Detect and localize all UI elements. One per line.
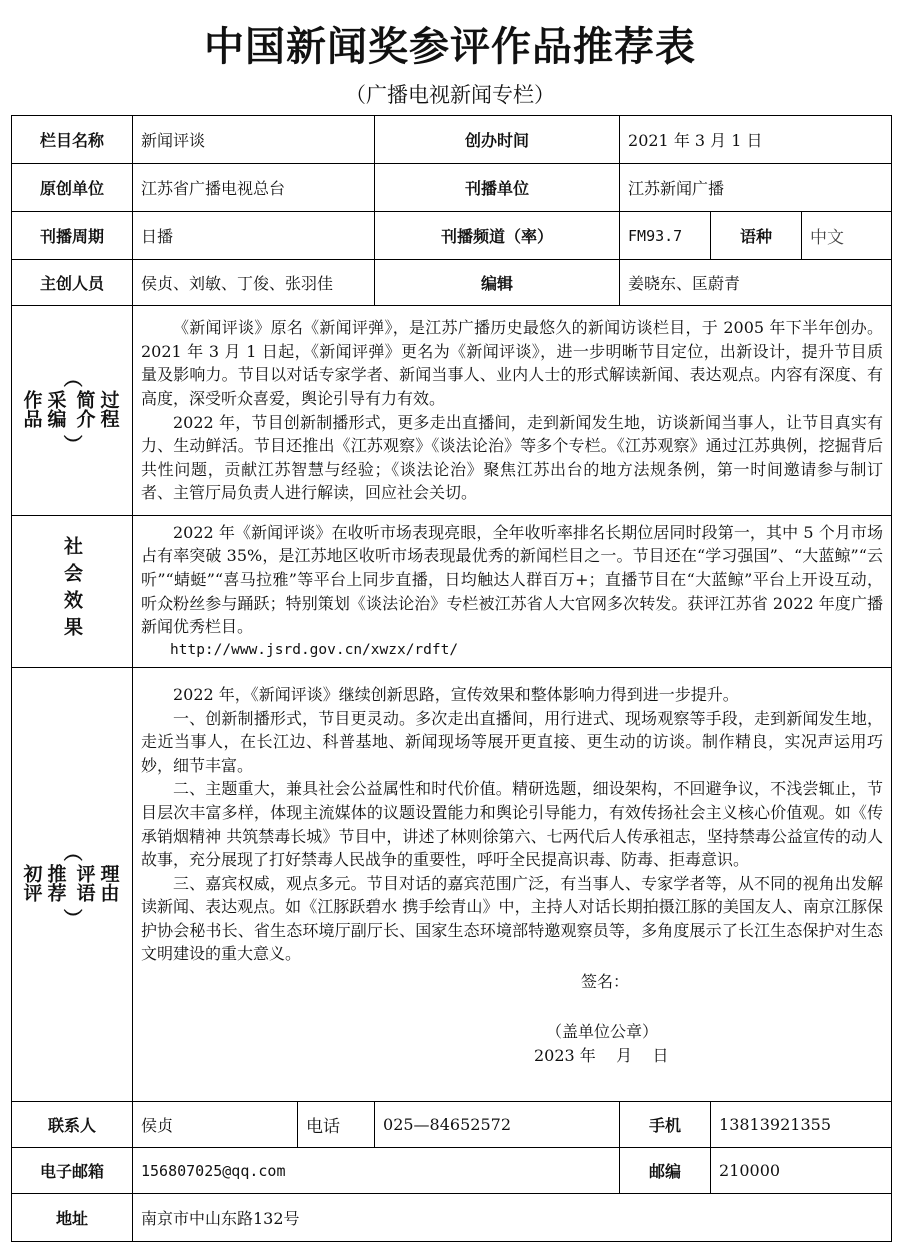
row-intro (12, 306, 892, 516)
review-label-col-3: 评语 (73, 863, 96, 902)
phone-label: 电话 (298, 1102, 375, 1148)
signature-date: 2023 年 月 日 (534, 1046, 669, 1066)
channel-label: 刊播频道（率） (375, 212, 620, 260)
creators-value: 侯贞、刘敏、丁俊、张羽佳 (133, 260, 375, 306)
review-paragraph-1: 2022 年，《新闻评谈》继续创新思路，宣传效果和整体影响力得到进一步提升。 (173, 684, 739, 704)
intro-paragraph-1: 《新闻评谈》原名《新闻评弹》，是江苏广播历史最悠久的新闻访谈栏目，于 2005 年下半年创办。2021 年 3 月 1 日起，《新闻评弹》更名为《新闻评谈》，进一步明晰节目定位，出新设计，提升节目质量及影响力。节目以对话专家学者、新闻当事人、业内人士的形式解读新闻、表达观点。内容有深度、有高度，深受听众喜爱，舆论引导有力有效。 (141, 318, 884, 408)
intro-label (12, 306, 133, 516)
row-column-info (12, 116, 892, 164)
effect-label (12, 516, 133, 668)
column-name-label: 栏目名称 (12, 116, 133, 164)
intro-label-col-1: 作品 (20, 389, 43, 428)
row-contact (12, 1102, 892, 1148)
email-label: 电子邮箱 (12, 1148, 133, 1194)
start-time-label: 创办时间 (375, 116, 620, 164)
row-broadcast (12, 212, 892, 260)
address-label: 地址 (12, 1194, 133, 1242)
broadcast-unit-label: 刊播单位 (375, 164, 620, 212)
origin-unit-label: 原创单位 (12, 164, 133, 212)
effect-text (133, 516, 892, 668)
review-paragraph-3: 二、主题重大，兼具社会公益属性和时代价值。精研选题，细设架构，不回避争议，不浅尝辄止，节目层次丰富多样，体现主流媒体的议题设置能力和舆论引导能力，有效传扬社会主义核心价值观。如《传承销烟精神 共筑禁毒长城》节目中，讲述了林则徐第六、七两代后人传承祖志，坚持禁毒公益宣传的动人故事，充分展现了打好禁毒人民战争的重要性，呼吁全民提高识毒、防毒、拒毒意识。 (141, 779, 884, 870)
postcode-value: 210000 (711, 1148, 892, 1194)
address-value: 南京市中山东路132号 (133, 1194, 892, 1242)
effect-paragraph: 2022 年《新闻评谈》在收听市场表现亮眼，全年收听率排名长期位居同时段第一，其中 5 个月市场占有率突破 35%，是江苏地区收听市场表现最优秀的新闻栏目之一。节目还在“学习强国”、“大蓝鲸”“云听”“蜻蜓”“喜马拉雅”等平台上同步直播，日均触达人群百万+；直播节目在“大蓝鲸”平台上开设互动，听众粉丝参与踊跃；特别策划《谈法论治》专栏被江苏省人大官网多次转发。获评江苏省 2022 年度广播新闻优秀栏目。 (141, 522, 884, 637)
mobile-label: 手机 (620, 1102, 711, 1148)
period-label: 刊播周期 (12, 212, 133, 260)
row-effect (12, 516, 892, 668)
seal-label: （盖单位公章） (546, 1022, 659, 1042)
period-value: 日播 (133, 212, 375, 260)
row-address (12, 1194, 892, 1242)
recommendation-form-table (11, 115, 892, 1242)
review-label-col-1: 初评 (20, 863, 43, 902)
intro-paren-close: ） (61, 433, 83, 453)
document-subtitle: （广播电视新闻专栏） (345, 83, 555, 107)
intro-paren-open: （ (61, 367, 83, 387)
language-value: 中文 (802, 212, 892, 260)
effect-url: http://www.jsrd.gov.cn/xwzx/rdft/ (170, 641, 459, 658)
signature-area (141, 966, 883, 1086)
postcode-label: 邮编 (620, 1148, 711, 1194)
creators-label: 主创人员 (12, 260, 133, 306)
review-paren-close: ） (61, 907, 83, 927)
column-name-value: 新闻评谈 (133, 116, 375, 164)
channel-value: FM93.7 (620, 212, 711, 260)
intro-label-col-4: 过程 (97, 389, 120, 428)
row-units (12, 164, 892, 212)
phone-value: 025—84652572 (375, 1102, 620, 1148)
review-label-col-2: 推荐 (44, 863, 67, 902)
review-paragraph-4: 三、嘉宾权威，观点多元。节目对话的嘉宾范围广泛，有当事人、专家学者等，从不同的视角出发解读新闻、表达观点。如《江豚跃碧水 携手绘青山》中，主持人对话长期拍摄江豚的美国友人、南京江豚保护协会秘书长、省生态环境厅副厅长、国家生态环境部特邀观察员等，多角度展示了长江生态保护对生态文明建设的重大意义。 (141, 873, 884, 964)
intro-text (133, 306, 892, 516)
review-paragraph-2: 一、创新制播形式，节目更灵动。多次走出直播间，用行进式、现场观察等手段，走到新闻发生地，走近当事人，在长江边、科普基地、新闻现场等展开更直接、更生动的访谈。制作精良，实况声运用巧妙，细节丰富。 (141, 708, 884, 775)
intro-label-col-2: 采编 (44, 389, 67, 428)
broadcast-unit-value: 江苏新闻广播 (620, 164, 892, 212)
email-value: 156807025@qq.com (133, 1148, 620, 1194)
review-paren-open: （ (61, 841, 83, 861)
review-text (133, 668, 892, 1102)
language-label: 语种 (711, 212, 802, 260)
origin-unit-value: 江苏省广播电视总台 (133, 164, 375, 212)
contact-value: 侯贞 (133, 1102, 298, 1148)
mobile-value: 13813921355 (711, 1102, 892, 1148)
start-time-value: 2021 年 3 月 1 日 (620, 116, 892, 164)
row-email (12, 1148, 892, 1194)
row-review (12, 668, 892, 1102)
row-staff (12, 260, 892, 306)
signature-label: 签名： (581, 972, 630, 992)
editor-label: 编辑 (375, 260, 620, 306)
review-label (12, 668, 133, 1102)
review-label-col-4: 理由 (97, 863, 120, 902)
document-title: 中国新闻奖参评作品推荐表 (204, 24, 696, 70)
effect-label-text: 社会效果 (61, 535, 83, 644)
contact-label: 联系人 (12, 1102, 133, 1148)
intro-label-col-3: 简介 (73, 389, 96, 428)
intro-paragraph-2: 2022 年，节目创新制播形式，更多走出直播间，走到新闻发生地，访谈新闻当事人，让节目真实有力、生动鲜活。节目还推出《江苏观察》《谈法论治》等多个专栏。《江苏观察》通过江苏典例，挖掘背后共性问题，贡献江苏智慧与经验；《谈法论治》聚焦江苏出台的地方法规条例，第一时间邀请参与制订者、主管厅局负责人进行解读，回应社会关切。 (141, 412, 884, 503)
editor-value: 姜晓东、匡蔚青 (620, 260, 892, 306)
